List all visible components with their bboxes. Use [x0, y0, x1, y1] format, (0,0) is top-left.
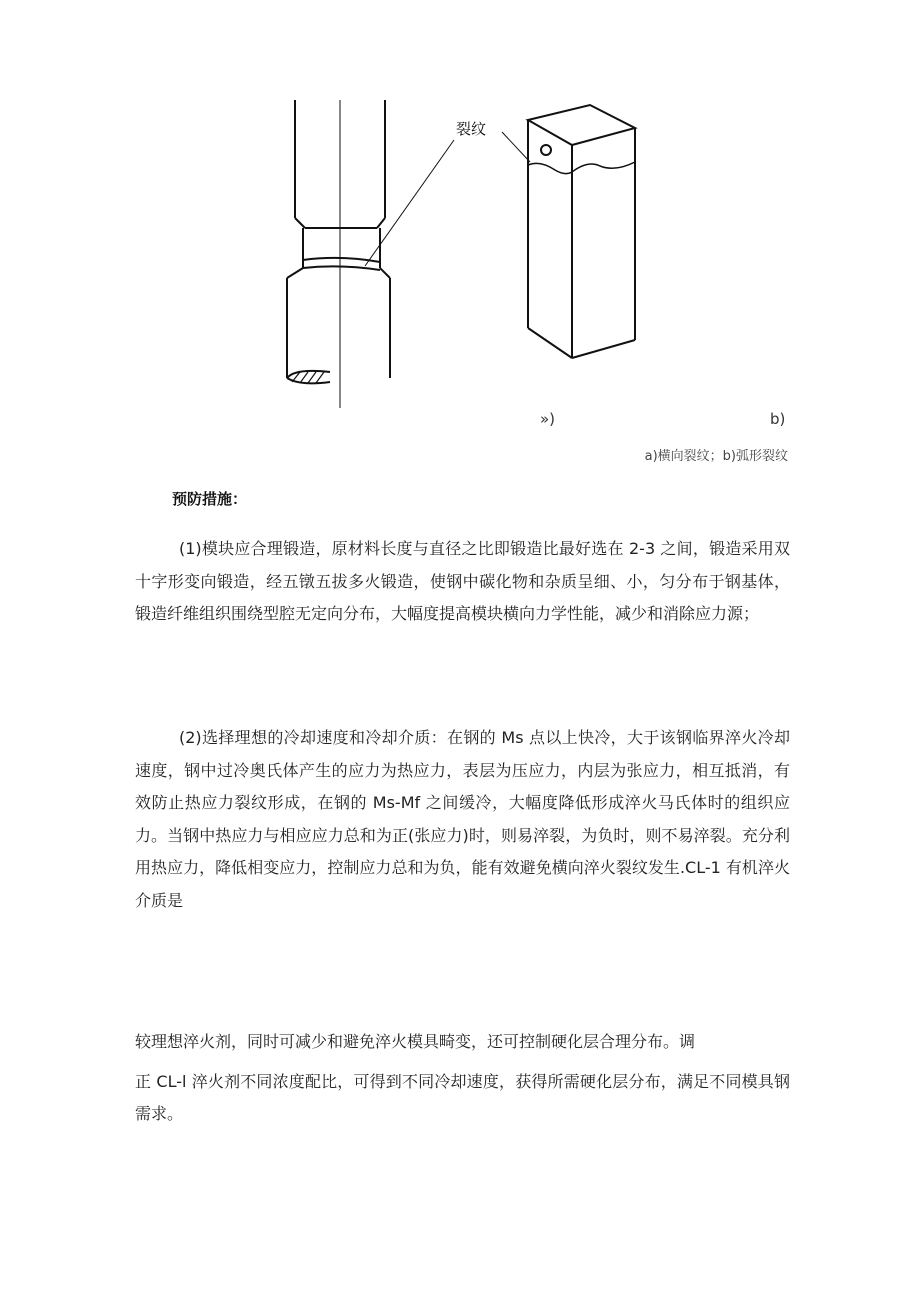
paragraph-1: (1)模块应合理锻造，原材料长度与直径之比即锻造比最好选在 2-3 之间，锻造采用双十字形变向锻造，经五镦五拔多火锻造，使钢中碳化物和杂质呈细、小，匀分布于钢基体，锻造纤维组织围绕型腔无定向分布，大幅度提高模块横向力学性能，减少和消除应力源； — [135, 539, 790, 623]
figure-caption: a)横向裂纹；b)弧形裂纹 — [644, 449, 788, 464]
figure-label-a: ») — [540, 410, 556, 428]
crack-leader-lines — [365, 132, 530, 266]
section-heading: 预防措施： — [172, 490, 248, 508]
crack-diagram-svg — [270, 90, 650, 420]
paragraph-2: (2)选择理想的冷却速度和冷却介质：在钢的 Ms 点以上快冷，大于该钢临界淬火冷却速度，钢中过冷奥氏体产生的应力为热应力，表层为压应力，内层为张应力，相互抵消，有效防止热应力裂纹形成，在钢的 Ms-Mf 之间缓冷，大幅度降低形成淬火马氏体时的组织应力。当钢中热应力与相应应力总和为正(张应力)时，则易淬裂，为负时，则不易淬裂。充分利用热应力，降低相变应力，控制应力总和为负，能有效避免横向淬火裂纹发生.CL-1 有机淬火介质是 — [135, 728, 790, 910]
paragraph-3-rest: 正 CL-l 淬火剂不同浓度配比，可得到不同冷却速度，获得所需硬化层分布，满足不同模具钢需求。 — [135, 1072, 790, 1123]
figure-label-b: b) — [770, 410, 786, 428]
crack-label: 裂纹 — [456, 120, 487, 138]
arc-crack-block — [528, 105, 635, 358]
paragraph-3-line-1: 较理想淬火剂，同时可减少和避免淬火模具畸变，还可控制硬化层合理分布。调 — [135, 1032, 696, 1051]
crack-diagram — [270, 90, 650, 420]
transverse-crack-shaft — [287, 100, 390, 408]
